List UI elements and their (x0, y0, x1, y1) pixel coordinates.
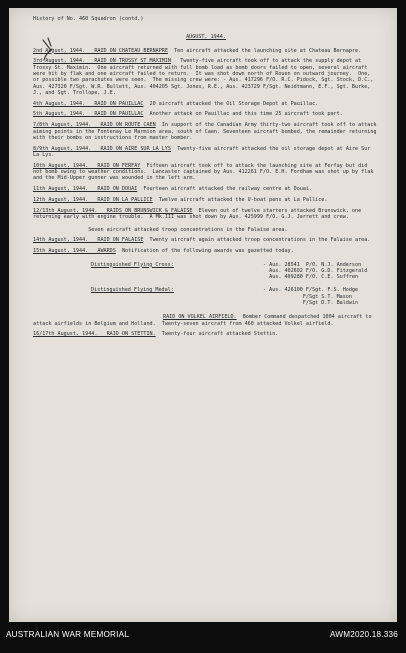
entry-heading: 5th August, 1944. RAID ON PAUILLAC (33, 111, 144, 118)
entry-heading: 7/8th August, 1944. RAID ON ROUTE CAEN (33, 122, 156, 129)
entry-stettin (33, 331, 379, 337)
entry-heading: 11th August, 1944. RAID ON DOUAI (33, 186, 138, 193)
award-label: Distinguished Flying Medal: (91, 287, 174, 294)
entry (33, 122, 379, 141)
award-recipient: - Aus. 426100 F/Sgt. F.S. Hodge (263, 287, 359, 294)
footer-institution: AUSTRALIAN WAR MEMORIAL (6, 630, 130, 639)
entry-heading: 16/17th August, 1944. RAID ON STETTIN. (33, 331, 156, 338)
entry-body: Eleven out of twelve starters attacked Brunswick, one returning early with engine trouble. A Mk.III was shot down by Aus. 425999 F/O. G.J. Jarrett and crew. Seven aircraft attacked troop concentrations in the Falaise area. (33, 207, 362, 233)
entry-heading: 3rd August, 1944. RAID ON TROSSY ST MAXIMIN (33, 58, 172, 65)
entry-heading: RAID ON VOLKEL AIRFIELD. (163, 314, 237, 321)
entry-body: Bomber Command despatched 1004 aircraft to attack airfields in Belgium and Holland. Twenty-seven aircraft from 460 attacked Volkel airfield. (33, 314, 375, 327)
entry-body: In support of the Canadian Army thirty-two aircraft took off to attack aiming points in the Fontenay Le Marmion area, south of Caen. Seventeen aircraft bombed, the remainder returning with their bombs on instructions from master bomber. (33, 122, 380, 141)
entry (33, 208, 379, 233)
award-recipient: Aus. 409280 F/O. C.E. Suffren (263, 274, 359, 281)
award-label: Distinguished Flying Cross: (91, 261, 174, 268)
entry (33, 237, 379, 243)
entry (33, 111, 379, 117)
entry-heading: 4th August, 1944. RAID ON PAUILLAC (33, 100, 144, 107)
entry-body: Fifteen aircraft took off to attack the launching site at Ferfay but did not bomb owing to weather conditions. Lancaster captained by Aus. 412261 F/O. E.H. Fordham was shot up by flak and the Mid-Upper gunner was wounded in the left arm. (33, 162, 377, 182)
award-list (263, 262, 379, 281)
entry (33, 163, 379, 182)
entry-body: Fourteen aircraft attacked the railway centre at Douai. (137, 186, 313, 193)
entry-body: Twenty-four aircraft attacked Stettin. (155, 331, 279, 338)
entry-body: Twelve aircraft attacked the U-boat pens at La Pallice. (152, 196, 328, 203)
entry-body: Twenty aircraft again attacked troop concentrations in the Falaise area. (143, 237, 371, 244)
award-recipient: F/Sgt S.T. Mason (263, 293, 352, 300)
entry-body: Another attack on Pauillac and this time 25 aircraft took part. (143, 111, 343, 118)
entry-volkel (33, 314, 379, 327)
entry (33, 48, 379, 54)
footer-accession-number: AWM2020.18.336 (329, 630, 398, 639)
document-header: History of No. 460 Squadron (contd.) (33, 16, 144, 22)
entry-heading: 2nd August, 1944. RAID ON CHATEAU BERNAPRE (33, 47, 168, 54)
entry-heading: 15th August, 1944. AWARDS (33, 248, 116, 255)
award-recipient: Aus. 402602 F/O. G.D. Fitzgerald (263, 267, 368, 274)
entry-body: Twenty-five aircraft attacked the oil storage depot at Aire Sur La Lys. (33, 145, 374, 158)
entry-heading: 8/9th August, 1944. RAID ON AIRE SUR LA LYS (33, 145, 172, 152)
award-list (263, 287, 379, 306)
entry (33, 197, 379, 203)
document-text (33, 16, 379, 342)
entry (33, 186, 379, 192)
award-dfm (33, 287, 379, 306)
entry-body: Twenty-five aircraft took off to attack the supply depot at Trossy St. Maximin. One aircraft returned with full bomb load as bomb doors failed to open, several aircraft were hit by flak and one aircraft failed to return. It was shot down north of Rouen on outward journey. One, or possible two parachutes were seen. The missing crew were: - Aus. 417296 F/O. R.C. Pidock, Sgt. Stock, D.C., Aus. 427320 F/Sgt. W.R. Bullett, Aus. 404205 Sgt. Jones, R.E., Aus. 423729 F/Sgt. Neidtmann, E.F., Sgt. Burke, J., and Sgt. Trollope, J.E. (33, 58, 377, 96)
entry-heading: 12th August, 1944. RAID ON LA PALLICE (33, 196, 153, 203)
entry-body: Notification of the following awards was gazetted today. (115, 248, 294, 255)
entry (33, 101, 379, 107)
entry (33, 248, 379, 254)
month-heading: AUGUST, 1944. (186, 34, 226, 41)
entry-heading: 14th August, 1944. RAID ON FALAISE (33, 237, 144, 244)
entry-body: Ten aircraft attacked the launching site at Chateau Bernapre. (167, 47, 362, 54)
award-recipient: - Aus. 28541 P/O. N.J. Anderson (263, 261, 362, 268)
document-page (9, 8, 397, 622)
entry (33, 58, 379, 96)
entry-body: 20 aircraft attacked the Oil Storage Depot at Pauillac. (143, 100, 319, 107)
award-recipient: F/Sgt D.T. Baldwin (263, 300, 359, 306)
entry (33, 146, 379, 159)
entry-heading: 12/13th August, 1944. RAIDS ON BRUNSWICK & FALAISE (33, 207, 193, 214)
entry-heading: 10th August, 1944. RAID ON FERFAY (33, 162, 141, 169)
award-dfc (33, 262, 379, 281)
